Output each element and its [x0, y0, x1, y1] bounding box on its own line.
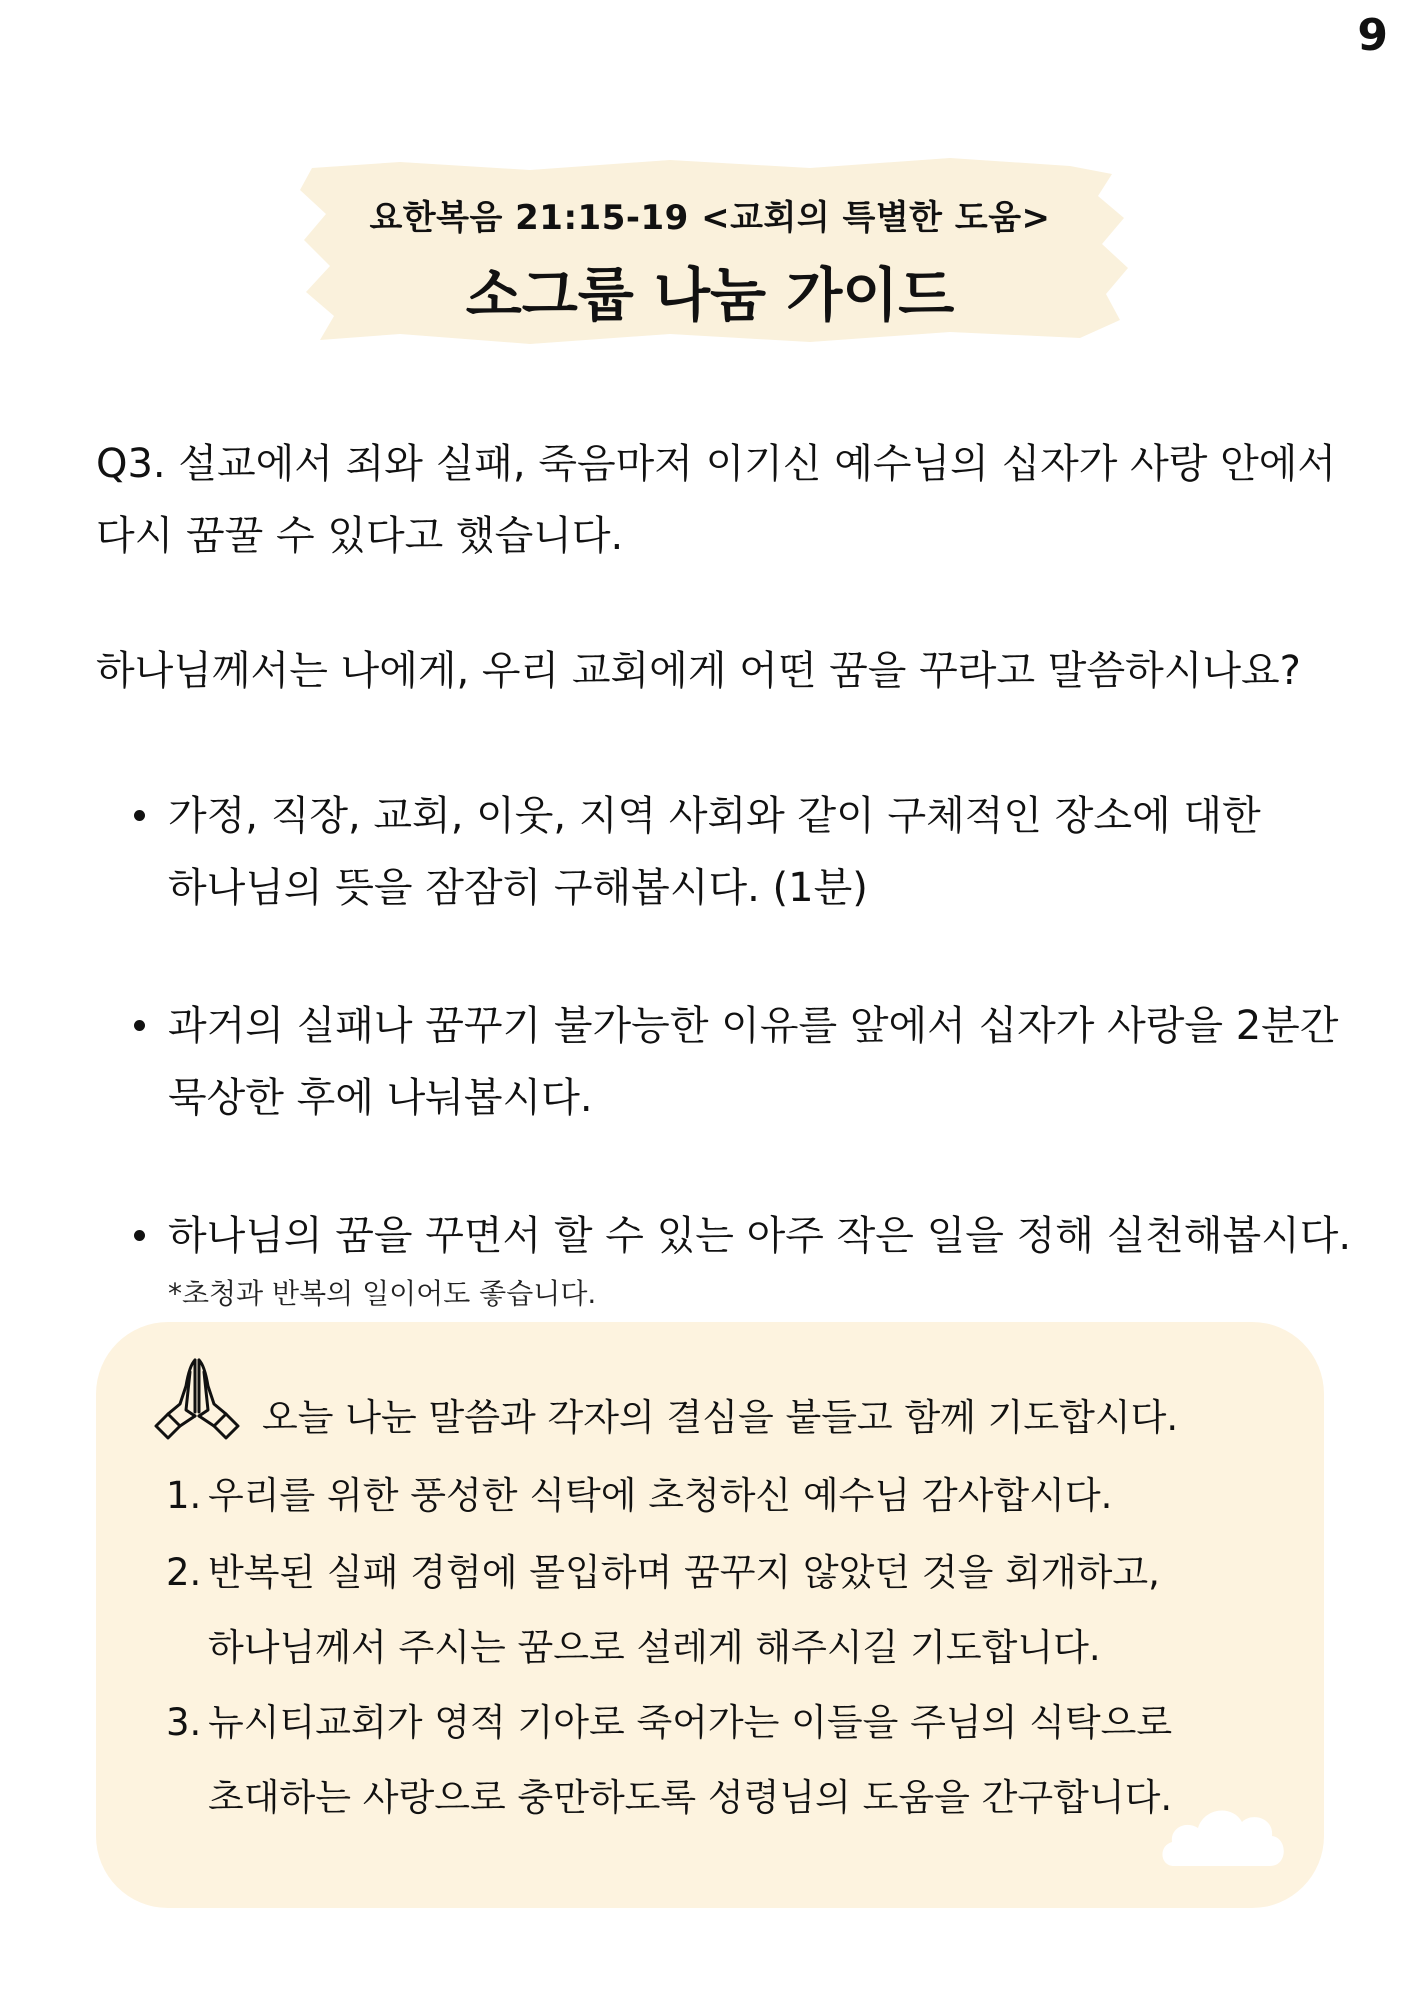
bullet-line: 하나님의 꿈을 꾸면서 할 수 있는 아주 작은 일을 정해 실천해봅시다. — [168, 1213, 1352, 1259]
cloud-icon — [1156, 1800, 1290, 1872]
bullet-line: 묵상한 후에 나눠봅시다. — [168, 1075, 593, 1121]
prayer-intro: 오늘 나눈 말씀과 각자의 결심을 붙들고 함께 기도합시다. — [262, 1396, 1179, 1439]
prompt-text: 하나님께서는 나에게, 우리 교회에게 어떤 꿈을 꾸라고 말씀하시나요? — [96, 648, 1301, 694]
bullet-dot — [134, 810, 145, 821]
prayer-item-text: 반복된 실패 경험에 몰입하며 꿈꾸지 않았던 것을 회개하고, — [208, 1551, 1160, 1594]
prayer-item — [166, 1535, 1160, 1685]
bullet-note: *초청과 반복의 일이어도 좋습니다. — [168, 1277, 597, 1310]
prayer-item-text: 우리를 위한 풍성한 식탁에 초청하신 예수님 감사합시다. — [208, 1474, 1113, 1517]
bullet-item — [168, 1200, 1388, 1272]
prayer-item-number: 3. — [166, 1701, 202, 1744]
question-line-2: 다시 꿈꿀 수 있다고 했습니다. — [96, 513, 624, 559]
bullet-dot — [134, 1230, 145, 1241]
bullet-line: 하나님의 뜻을 잠잠히 구해봅시다. (1분) — [168, 865, 868, 911]
page-number: 9 — [1357, 10, 1388, 61]
header — [290, 148, 1130, 358]
question-line-1: Q3. 설교에서 죄와 실패, 죽음마저 이기신 예수님의 십자가 사랑 안에서 — [96, 441, 1337, 487]
question-block — [96, 428, 1356, 572]
prayer-item-number: 2. — [166, 1551, 202, 1594]
prayer-item-number: 1. — [166, 1474, 202, 1517]
header-subtitle: 요한복음 21:15-19 <교회의 특별한 도움> — [369, 198, 1051, 238]
bullet-line: 과거의 실패나 꿈꾸기 불가능한 이유를 앞에서 십자가 사랑을 2분간 — [168, 1003, 1339, 1049]
bullet-item — [168, 780, 1388, 924]
prayer-item-text: 초대하는 사랑으로 충만하도록 성령님의 도움을 간구합니다. — [208, 1776, 1173, 1819]
prayer-item — [166, 1685, 1172, 1835]
page-title: 소그룹 나눔 가이드 — [465, 261, 955, 329]
prayer-item — [166, 1458, 1112, 1533]
bullet-item — [168, 990, 1388, 1134]
praying-hands-icon — [150, 1352, 244, 1448]
prayer-item-text: 뉴시티교회가 영적 기아로 죽어가는 이들을 주님의 식탁으로 — [208, 1701, 1173, 1744]
prayer-item-text: 하나님께서 주시는 꿈으로 설레게 해주시길 기도합니다. — [208, 1626, 1101, 1669]
bullet-dot — [134, 1020, 145, 1031]
bullet-line: 가정, 직장, 교회, 이웃, 지역 사회와 같이 구체적인 장소에 대한 — [168, 793, 1261, 839]
